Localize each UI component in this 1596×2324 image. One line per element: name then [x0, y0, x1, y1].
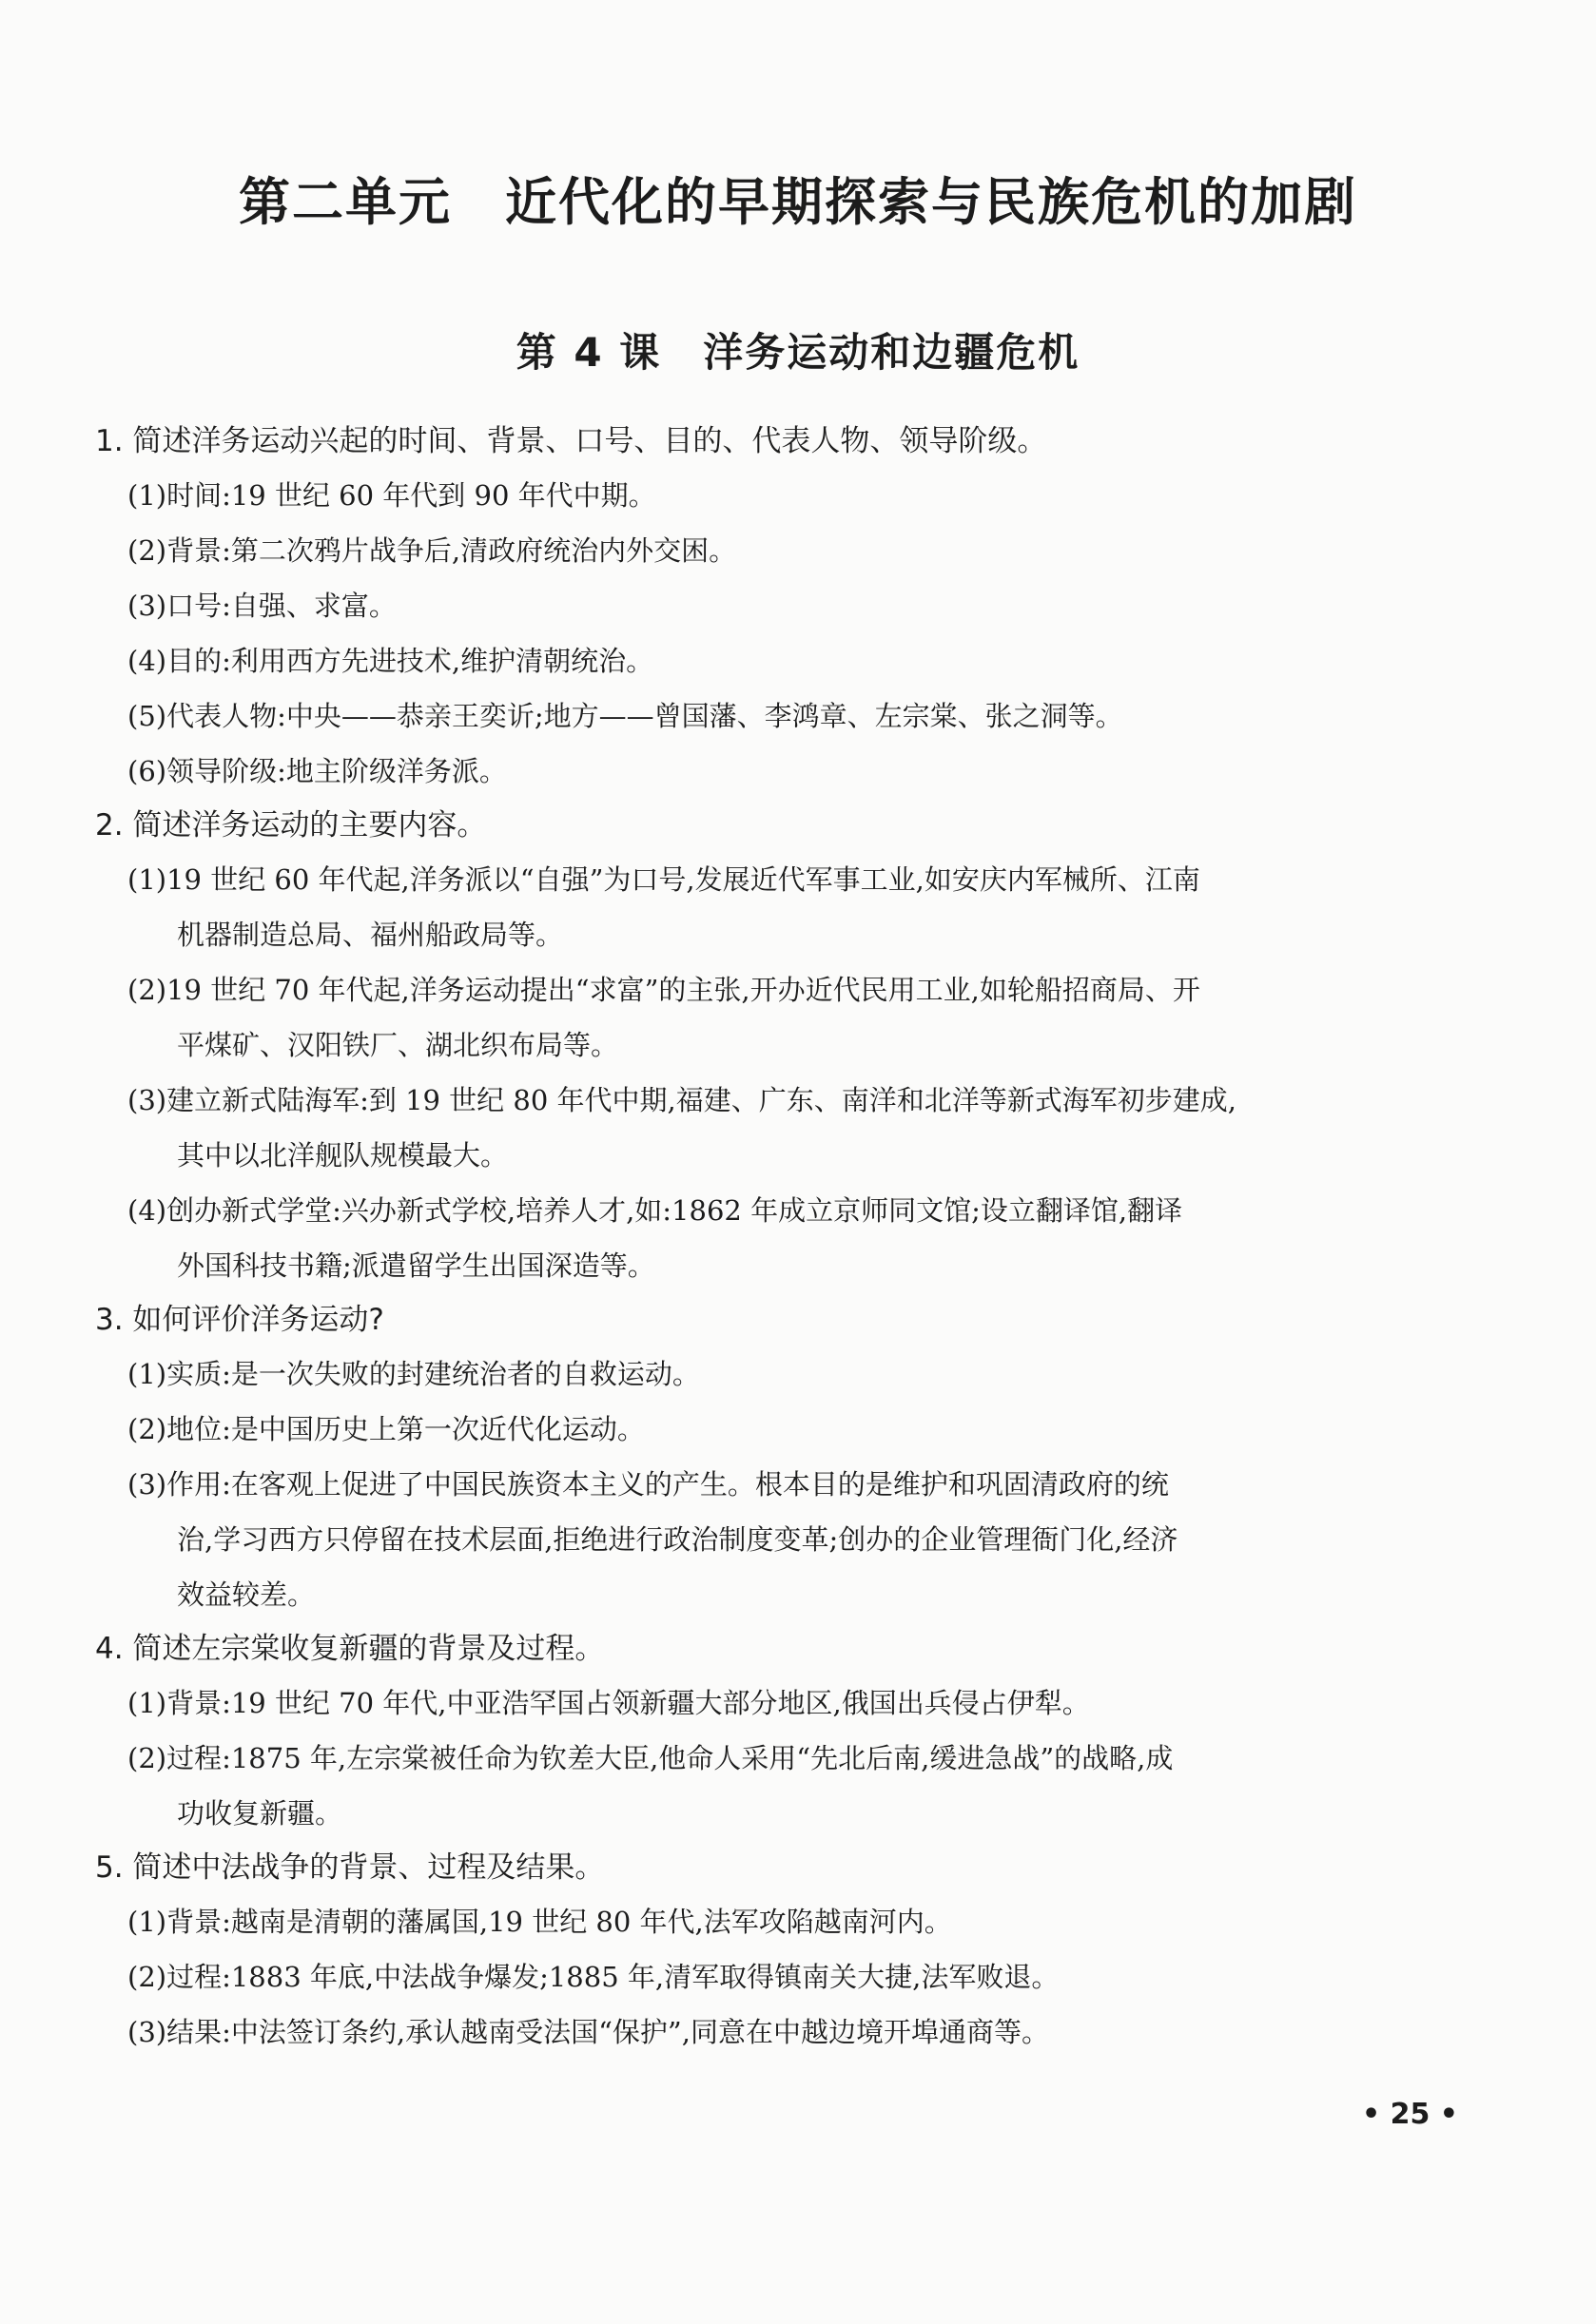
answer-line: 机器制造总局、福州船政局等。: [177, 919, 564, 951]
question-block-3: [95, 1293, 1493, 1622]
question-block-5: [95, 1841, 1493, 2060]
answer-line: 平煤矿、汉阳铁厂、湖北织布局等。: [177, 1029, 619, 1061]
question-3: 3. 如何评价洋务运动?: [95, 1303, 384, 1337]
question-4: 4. 简述左宗棠收复新疆的背景及过程。: [95, 1632, 605, 1666]
answer-2-2: [95, 962, 1493, 1073]
answer-line: (3)作用:在客观上促进了中国民族资本主义的产生。根本目的是维护和巩固清政府的统: [127, 1468, 1169, 1501]
question-block-4: [95, 1622, 1493, 1841]
answer-5-3: (3)结果:中法签订条约,承认越南受法国“保护”,同意在中越边境开埠通商等。: [127, 2016, 1049, 2048]
answer-1-4: (4)目的:利用西方先进技术,维护清朝统治。: [127, 645, 654, 677]
answer-1-5: (5)代表人物:中央——恭亲王奕䜣;地方——曾国藩、李鸿章、左宗棠、张之洞等。: [127, 700, 1123, 732]
unit-title: 第二单元 近代化的早期探索与民族危机的加剧: [239, 172, 1357, 232]
answer-3-3: [95, 1457, 1493, 1622]
page-number: • 25 •: [1362, 2098, 1458, 2131]
answer-line: (1)19 世纪 60 年代起,洋务派以“自强”为口号,发展近代军事工业,如安庆内军械所、江南: [127, 863, 1200, 896]
answer-line: (4)创办新式学堂:兴办新式学校,培养人才,如:1862 年成立京师同文馆;设立翻译馆,翻译: [127, 1194, 1183, 1227]
answer-2-3: [95, 1073, 1493, 1183]
answer-line: 外国科技书籍;派遣留学生出国深造等。: [177, 1249, 655, 1282]
answer-line: (2)过程:1875 年,左宗棠被任命为钦差大臣,他命人采用“先北后南,缓进急战”的战略,成: [127, 1742, 1174, 1774]
answer-2-1: [95, 852, 1493, 962]
answer-1-1: (1)时间:19 世纪 60 年代到 90 年代中期。: [127, 479, 656, 512]
answer-line: (2)19 世纪 70 年代起,洋务运动提出“求富”的主张,开办近代民用工业,如轮船招商局、开: [127, 974, 1200, 1006]
answer-1-2: (2)背景:第二次鸦片战争后,清政府统治内外交困。: [127, 534, 737, 567]
answer-4-2: [95, 1731, 1493, 1841]
answer-4-1: (1)背景:19 世纪 70 年代,中亚浩罕国占领新疆大部分地区,俄国出兵侵占伊犁。: [127, 1687, 1090, 1719]
question-block-2: [95, 799, 1493, 1293]
answer-line: 功收复新疆。: [177, 1797, 343, 1830]
answer-line: (3)建立新式陆海军:到 19 世纪 80 年代中期,福建、广东、南洋和北洋等新式海军初步建成,: [127, 1084, 1236, 1116]
answer-2-4: [95, 1183, 1493, 1293]
answer-3-1: (1)实质:是一次失败的封建统治者的自救运动。: [127, 1358, 700, 1390]
answer-line: 其中以北洋舰队规模最大。: [177, 1139, 509, 1172]
answer-1-6: (6)领导阶级:地主阶级洋务派。: [127, 755, 507, 787]
answer-line: 治,学习西方只停留在技术层面,拒绝进行政治制度变革;创办的企业管理衙门化,经济: [177, 1523, 1178, 1556]
answer-line: 效益较差。: [177, 1578, 316, 1611]
answer-5-2: (2)过程:1883 年底,中法战争爆发;1885 年,清军取得镇南关大捷,法军败退。: [127, 1961, 1060, 1993]
answer-1-3: (3)口号:自强、求富。: [127, 590, 397, 622]
question-5: 5. 简述中法战争的背景、过程及结果。: [95, 1850, 605, 1885]
answer-3-2: (2)地位:是中国历史上第一次近代化运动。: [127, 1413, 645, 1445]
question-2: 2. 简述洋务运动的主要内容。: [95, 808, 487, 842]
question-list: [95, 415, 1493, 2060]
question-1: 1. 简述洋务运动兴起的时间、背景、口号、目的、代表人物、领导阶级。: [95, 424, 1047, 458]
answer-5-1: (1)背景:越南是清朝的藩属国,19 世纪 80 年代,法军攻陷越南河内。: [127, 1906, 952, 1938]
question-block-1: [95, 415, 1493, 799]
lesson-title: 第 4 课 洋务运动和边疆危机: [516, 329, 1080, 376]
